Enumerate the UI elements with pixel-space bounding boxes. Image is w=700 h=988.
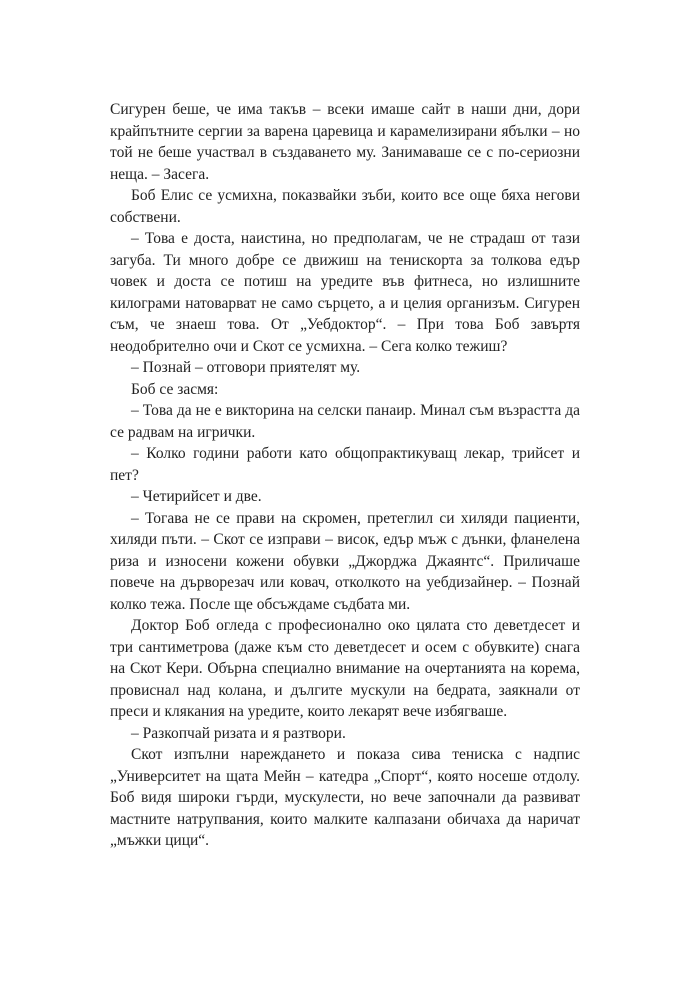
paragraph: – Това е доста, наистина, но предполагам, че не страдаш от тази загуба. Ти много добре се движиш на тенискорта за толкова едър човек и доста се потиш на уредите във фитнеса, но излишните килограми натоварват не само сърцето, а и целия организъм. Сигурен съм, че знаеш това. От „Уебдоктор“. – При това Боб завъртя неодобрително очи и Скот се усмихна. – Сега колко тежиш? [110,230,580,355]
paragraph: Доктор Боб огледа с професионално око цялата сто деветдесет и три сантиметрова (даже към сто деветдесет и осем с обувките) снага на Скот Кери. Обърна специално внимание на очертанията на корема, провиснал над колана, и дългите мускули на бедрата, заякнали от преси и клякания на уредите, които лекарят вече избягваше. [110,617,580,720]
paragraph: – Тогава не се прави на скромен, претеглил си хиляди пациенти, хиляди пъти. – Скот се изправи – висок, едър мъж с дънки, фланелена риза и износени кожени обувки „Джорджа Джаянтс“. Приличаше повече на дърворезач или ковач, отколкото на уебдизайнер. – Познай колко тежа. После ще обсъждаме съдбата ми. [110,509,580,613]
paragraph: – Четирийсет и две. [131,488,262,505]
paragraph: Сигурен беше, че има такъв – всеки имаше сайт в наши дни, дори крайпътните сергии за варена царевица и карамелизирани ябълки – но той не беше участвал в създаването му. Занимаваше се с по-сериозни неща. – Засега. [110,101,580,183]
paragraph: – Познай – отговори приятелят му. [131,359,361,376]
paragraph: – Това да не е викторина на селски панаир. Минал съм възрастта да се радвам на игрички. [110,402,580,441]
paragraph: – Колко години работи като общопрактикуващ лекар, трийсет и пет? [110,445,580,484]
paragraph: Боб Елис се усмихна, показвайки зъби, които все още бяха негови собствени. [110,187,580,226]
paragraph: Скот изпълни нареждането и показа сива тениска с надпис „Университет на щата Мейн – катедра „Спорт“, която носеше отдолу. Боб видя широки гърди, мускулести, но вече започнали да развиват мастните натрупвания, които малките калпазани обичаха да наричат „мъжки цици“. [110,746,580,849]
paragraph: – Разкопчай ризата и я разтвори. [131,724,346,742]
body-text [110,99,580,852]
paragraph: Боб се засмя: [131,380,219,398]
